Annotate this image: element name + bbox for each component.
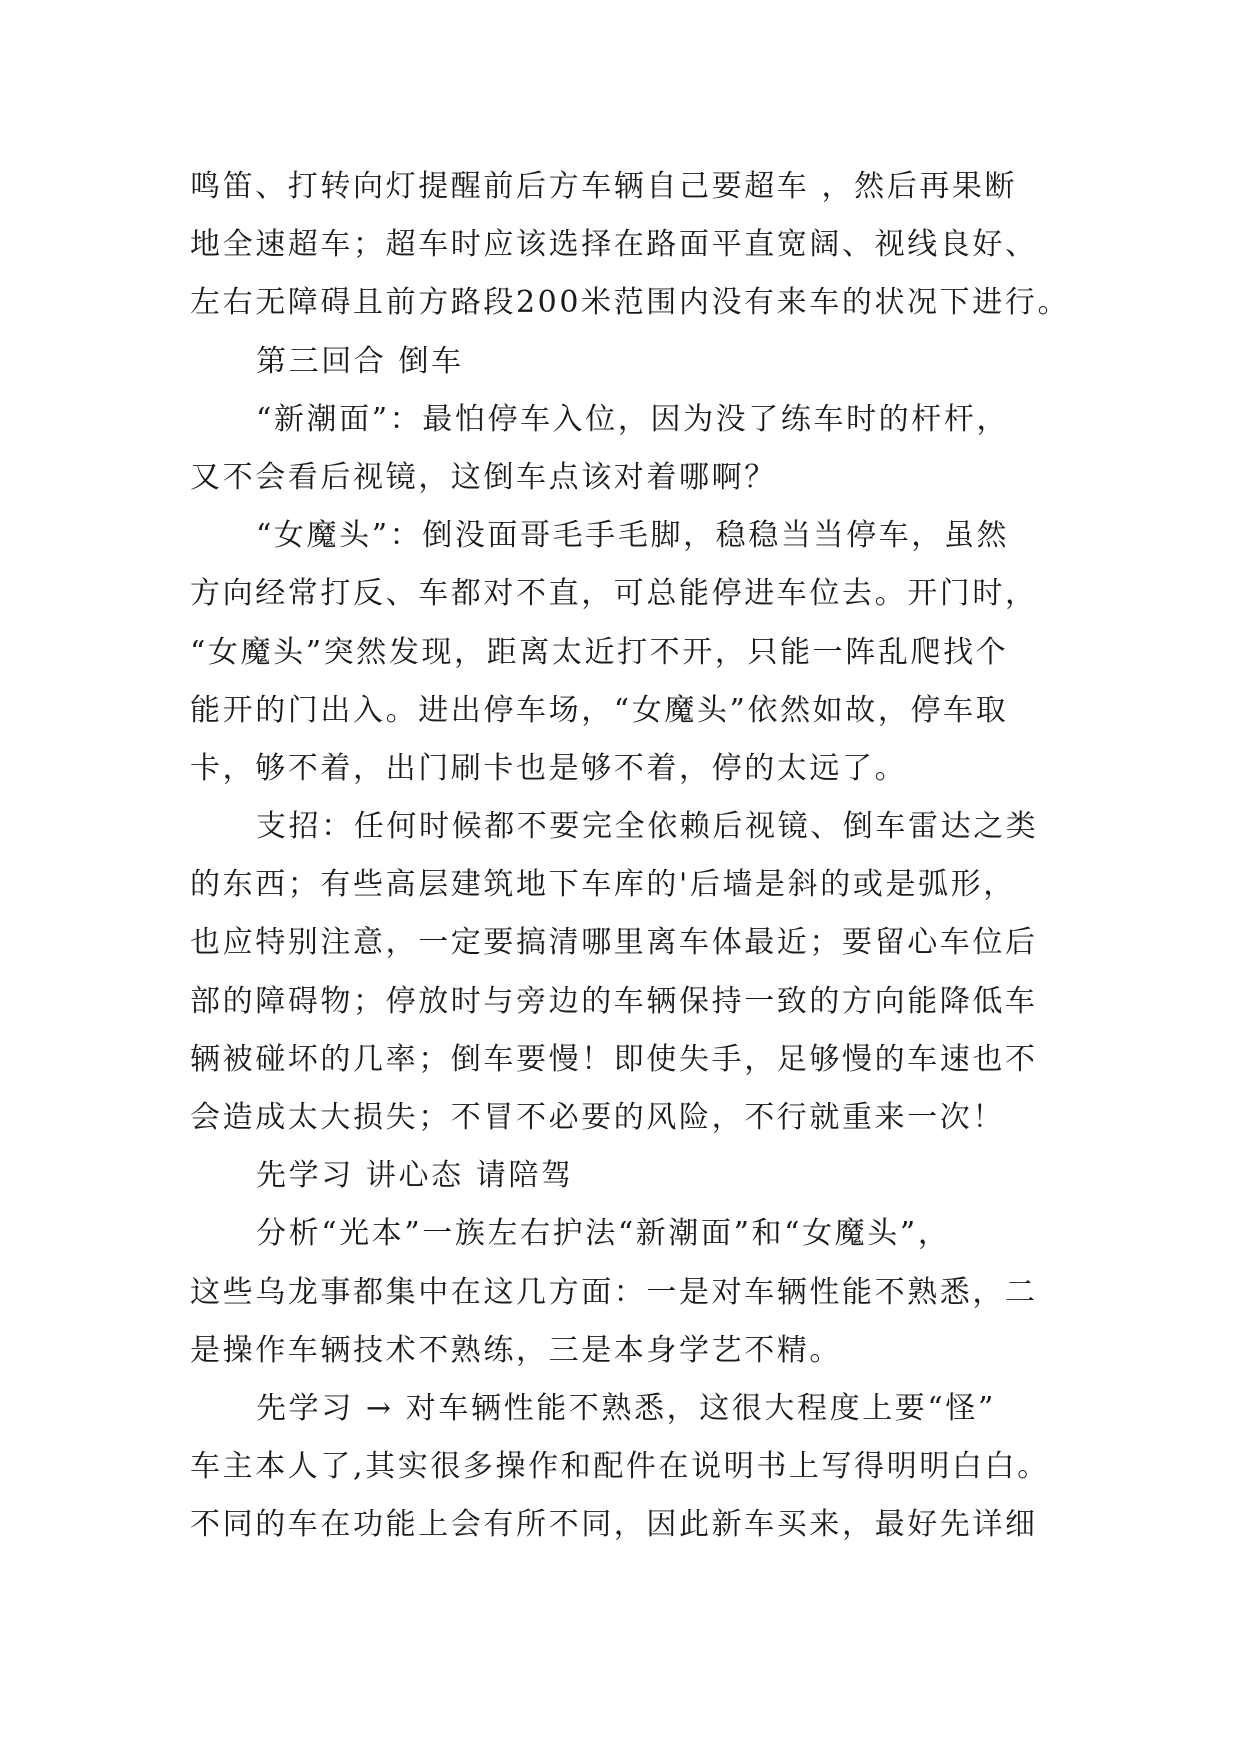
text-line: 鸣笛、打转向灯提醒前后方车辆自己要超车 ，然后再果断 bbox=[190, 169, 1018, 204]
text-line: 卡，够不着，出门刷卡也是够不着，停的太远了。 bbox=[190, 750, 908, 786]
text-line: 是操作车辆技术不熟练，三是本身学艺不精。 bbox=[190, 1332, 842, 1368]
text-line: 的东西；有些高层建筑地下车库的'后墙是斜的或是弧形， bbox=[190, 867, 1016, 903]
text-line: 会造成太大损失；不冒不必要的风险，不行就重来一次！ bbox=[190, 1100, 1005, 1135]
text-line: 方向经常打反、车都对不直，可总能停进车位去。开门时， bbox=[190, 576, 1038, 612]
text-line: 分析“光本”一族左右护法“新潮面”和“女魔头”， bbox=[256, 1216, 951, 1252]
text-line: 不同的车在功能上会有所不同，因此新车买来，最好先详细 bbox=[190, 1507, 1038, 1543]
text-line: 又不会看后视镜，这倒车点该对着哪啊？ bbox=[190, 459, 777, 495]
text-line: “新潮面”：最怕停车入位，因为没了练车时的杆杆， bbox=[256, 401, 1010, 437]
text-line: 部的障碍物；停放时与旁边的车辆保持一致的方向能降低车 bbox=[190, 983, 1038, 1019]
text-line: 先学习 → 对车辆性能不熟悉，这很大程度上要“怪” bbox=[256, 1390, 996, 1426]
text-line: 支招：任何时候都不要完全依赖后视镜、倒车雷达之类 bbox=[256, 809, 1039, 845]
text-line: 车主本人了,其实很多操作和配件在说明书上写得明明白白。 bbox=[190, 1449, 1050, 1485]
section-heading: 先学习 讲心态 请陪驾 bbox=[256, 1158, 574, 1194]
text-line: “女魔头”：倒没面哥毛手毛脚，稳稳当当停车，虽然 bbox=[256, 518, 1010, 554]
text-line: 能开的门出入。进出停车场，“女魔头”依然如故，停车取 bbox=[190, 692, 1009, 728]
text-line: 也应特别注意，一定要搞清哪里离车体最近；要留心车位后 bbox=[190, 925, 1038, 961]
text-line: 左右无障碍且前方路段200米范围内没有来车的状况下进行。 bbox=[190, 285, 1071, 321]
document-body bbox=[190, 158, 1090, 1555]
section-heading: 第三回合 倒车 bbox=[256, 343, 464, 379]
text-line: “女魔头”突然发现，距离太近打不开，只能一阵乱爬找个 bbox=[190, 634, 1009, 670]
text-line: 地全速超车；超车时应该选择在路面平直宽阔、视线良好、 bbox=[190, 227, 1038, 263]
text-line: 这些乌龙事都集中在这几方面：一是对车辆性能不熟悉，二 bbox=[190, 1274, 1038, 1310]
text-line: 辆被碰坏的几率；倒车要慢！即使失手，足够慢的车速也不 bbox=[190, 1041, 1038, 1077]
